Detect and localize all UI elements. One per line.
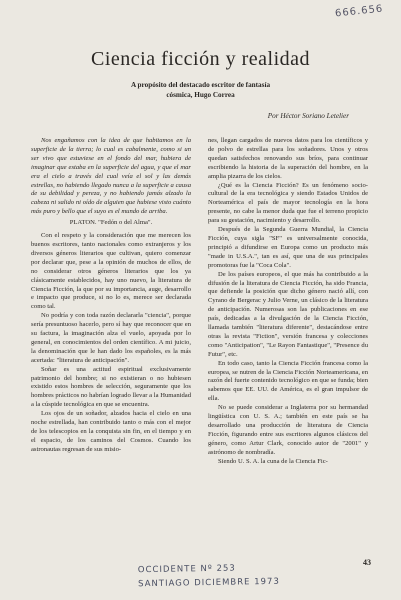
stamp-line-1: OCCIDENTE Nº 253 [137, 563, 236, 576]
handwritten-catalog-number: 666.656 [334, 3, 384, 20]
epigraph-attribution: PLATON. "Fedón o del Alma". [69, 219, 153, 227]
paragraph: De los países europeos, el que más ha contribuido a la difusión de la literatura de Ciencia Ficción, ha sido Francia, que defiende la posición que dicho género nació allí, con Cyrano de Bergerac y Julio Verne, un clásico de la literatura de anticipación. Numerosas son las publicaciones en ese país, dedicadas a la divulgación de la Ciencia Ficción, llamada también "literatura diferente", destacándose entre otras la revista "Fiction", versión francesa y colecciones como "Anticipation", "Le Rayon Fantastique", "Presence du Futur", etc. [208, 270, 368, 358]
paragraph: No podría y con toda razón declararla "ciencia", porque sería presuntuoso hacerlo, pero sí hay que reconocer que en su factura, la imaginación alza el vuelo, apoyada por lo general, en conocimientos del orden científico. A mi juicio, la denominación que le han dado los españoles, es la más acertada: "literatura de anticipación". [31, 312, 191, 364]
subtitle-line-2: cósmica, Hugo Correa [166, 91, 235, 99]
page-number: 43 [363, 558, 371, 567]
paragraph: Los ojos de un soñador, alzados hacia el cielo en una noche estrellada, han contribuido tanto o más con el mejor de los telescopios en la conquista sin fin, en el tiempo y en el espacio, de los caminos del Cosmos. Cuando los astronautas regresan de sus misio- [31, 410, 191, 453]
library-stamp [138, 561, 280, 591]
left-column [31, 137, 191, 455]
article-subtitle [0, 80, 401, 100]
epigraph-quote: Nos engañamos con la idea de que habitamos en la superficie de la tierra; lo cual es cabalmente, como si un ser vivo que estuviese en el fondo del mar, hubiera de imaginar que estaba en la superficie del agua, y que el mar era el cielo a través del cual veía el sol y las demás estrellas, no habiendo llegado nunca a la superficie a causa de su debilidad y pereza, y no habiendo jamás alzado la cabeza ni salido ni oído de alguien que hubiese visto cuánto más puro y bello que el suyo es el mundo de arriba. [31, 137, 191, 216]
paragraph: En todo caso, tanto la Ciencia Ficción francesa como la europea, se nutren de la Ciencia Ficción Norteamericana, en razón del fuerte contenido tecnológico en que se funda; bien sabemos que EE. UU. de América, es el gran impulsor de ella. [208, 359, 368, 403]
article-title: Ciencia ficción y realidad [90, 48, 310, 70]
paragraph: nes, llegan cargados de nuevos datos para los científicos y de polvo de estrellas para los soñadores. Unos y otros quedan satisfechos renovando sus bríos, para continuar escribiendo la historia de la superación del hombre, en la amplia pizarra de los cielos. [208, 137, 368, 180]
right-column [208, 137, 368, 467]
stamp-line-2: SANTIAGO DICIEMBRE 1973 [138, 576, 280, 590]
subtitle-line-1: A propósito del destacado escritor de fantasía [130, 81, 271, 89]
paragraph: Después de la Segunda Guerra Mundial, la Ciencia Ficción, cuya sigla "SF" es universalmente conocida, principió a difundirse en Europa como un producto más "made in U.S.A.", tan es así, que una de sus principales promotoras fue la "Coca Cola". [208, 226, 368, 269]
paragraph: Con el respeto y la consideración que me merecen los buenos escritores, tanto nacionales como extranjeros y los diversos géneros literarios que cultivan, quiero comenzar por declarar que, pese a la opinión de muchos de ellos, de no considerar otros géneros literarios que los ya clásicamente establecidos, hay uno nuevo, la literatura de Ciencia Ficción, la que por su importancia, auge, desarrollo e impacto que produce, si no lo es, merece ser declarada como tal. [31, 232, 191, 311]
paragraph: Soñar es una actitud espiritual exclusivamente patrimonio del hombre; si no existieran o no hubiesen existido estos hombres de selección, seguramente que los hombres prácticos no habrían logrado llevar a la Humanidad a la cúspide tecnológica en que se encuentra. [31, 365, 191, 409]
paragraph: ¿Qué es la Ciencia Ficción? Es un fenómeno socio-cultural de la era tecnológica y siendo Estados Unidos de Norteamérica el país de mayor tecnología en la hora presente, no cabe la menor duda que fue el terreno propicio para su gestación, nacimiento y desarrollo. [208, 181, 368, 225]
author-byline: Por Héctor Soriano Letelier [267, 112, 349, 120]
paragraph: Siendo U. S. A. la cuna de la Ciencia Fic- [218, 457, 328, 465]
paragraph: No se puede considerar a Inglaterra por su hermandad lingüística con U. S. A.; también en este país se ha desarrollado una producción de literatura de Ciencia Ficción, figurando entre sus escritores algunos clásicos del género, como Artur Clark, conocido autor de "2001" y astrónomo de nombradía. [208, 404, 368, 456]
